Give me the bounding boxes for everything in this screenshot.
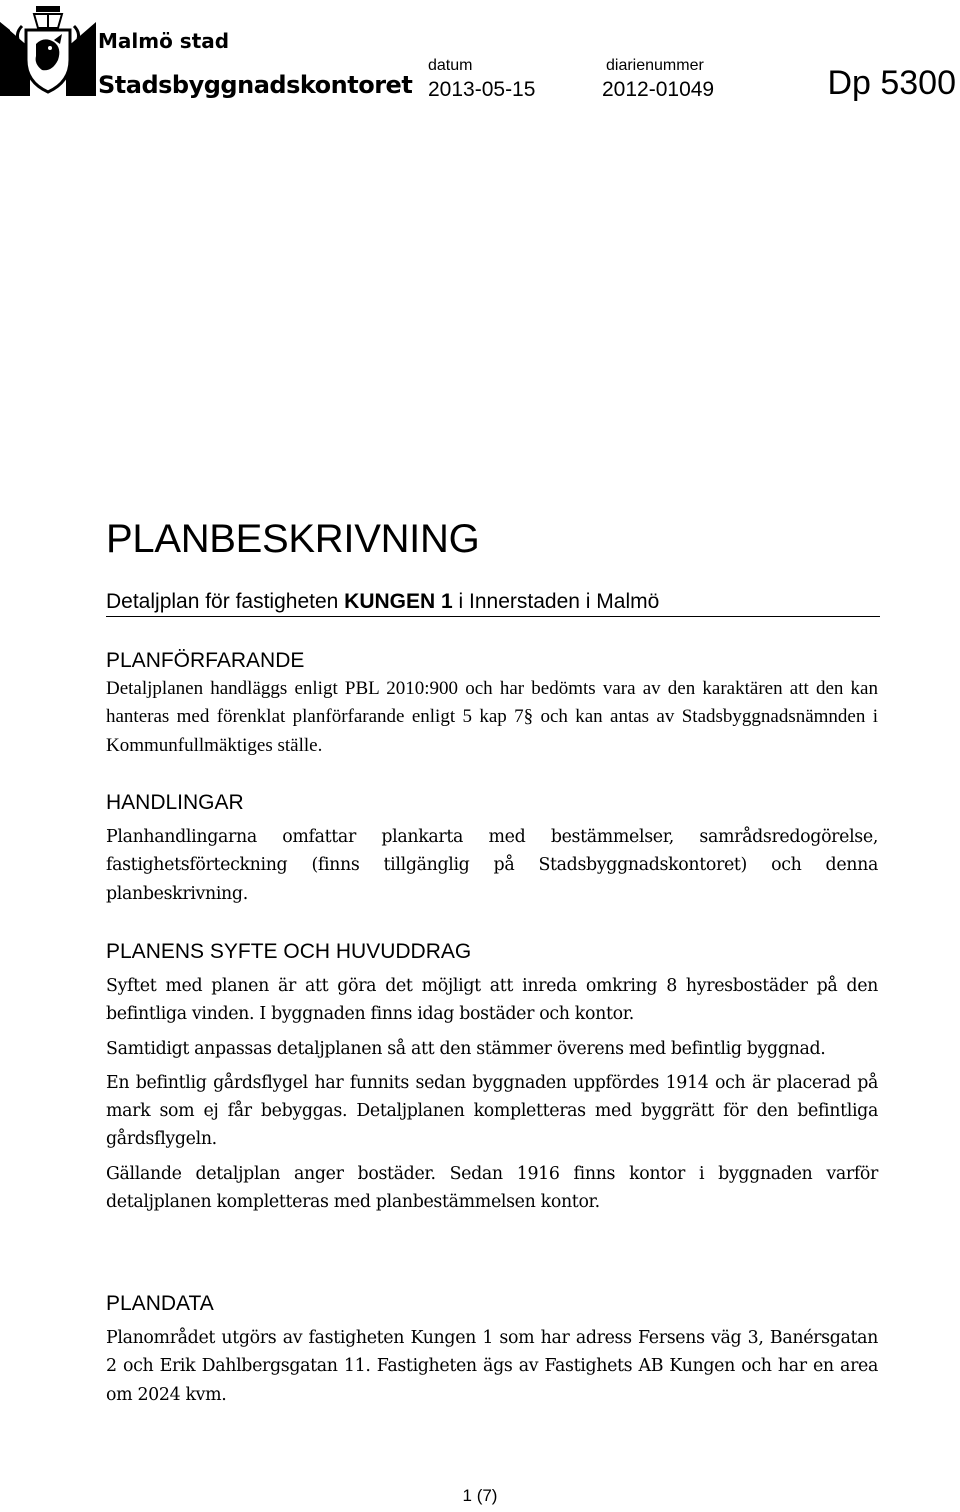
- section-paragraph: Planområdet utgörs av fastigheten Kungen 1 som har adress Fersens väg 3, Banérsgatan 2 och Erik Dahlbergsgatan 11. Fastigheten ägs av Fastighets AB Kungen och har en area om 2024 kvm.: [106, 1328, 878, 1405]
- section-paragraph: Syftet med planen är att göra det möjligt att inreda omkring 8 hyresbostäder på den befintliga vinden. I byggnaden finns idag bostäder och kontor.: [106, 976, 878, 1025]
- org-city-name: Malmö stad: [98, 29, 230, 53]
- registration-number-value: 2012-01049: [602, 78, 715, 101]
- section-handlingar: [106, 789, 878, 908]
- section-syfte: [106, 938, 878, 1216]
- registration-number-label: diarienummer: [606, 57, 704, 74]
- section-planforfarande: [106, 647, 878, 760]
- section-heading: PLANFÖRFARANDE: [106, 649, 305, 672]
- city-crest-logo: [0, 0, 96, 96]
- section-paragraph: Gällande detaljplan anger bostäder. Sedan 1916 finns kontor i byggnaden varför detaljplanen kompletteras med planbestämmelsen kontor.: [106, 1163, 878, 1213]
- section-paragraph: Detaljplanen handläggs enligt PBL 2010:900 och har bedömts vara av den karaktären att den kan hanteras med förenklat planförfarande enligt 5 kap 7§ och kan antas av Stadsbyggnadsnämnden i Kommunfullmäktiges ställe.: [106, 678, 878, 756]
- section-heading: PLANDATA: [106, 1292, 214, 1315]
- document-title: PLANBESKRIVNING: [106, 517, 480, 561]
- section-heading: PLANENS SYFTE OCH HUVUDDRAG: [106, 940, 472, 963]
- org-office-name: Stadsbyggnadskontoret: [98, 71, 413, 99]
- section-paragraph: Samtidigt anpassas detaljplanen så att den stämmer överens med befintlig byggnad.: [106, 1038, 826, 1059]
- subtitle-suffix: i Innerstaden i Malmö: [452, 590, 660, 613]
- subtitle-property-name: KUNGEN 1: [344, 590, 453, 613]
- subtitle-prefix: Detaljplan för fastigheten: [106, 590, 345, 613]
- section-plandata: [106, 1290, 878, 1409]
- crest-icon: [0, 0, 96, 96]
- document-subtitle: [106, 588, 880, 617]
- page-number: 1 (7): [462, 1486, 498, 1505]
- date-value: 2013-05-15: [428, 78, 536, 101]
- plan-number: Dp 5300: [827, 64, 956, 102]
- date-label: datum: [428, 57, 473, 74]
- section-paragraph: En befintlig gårdsflygel har funnits sedan byggnaden uppfördes 1914 och är placerad på mark som ej får bebyggas. Detaljplanen kompletteras med byggrätt för den befintliga gårdsflygeln.: [106, 1072, 878, 1150]
- section-heading: HANDLINGAR: [106, 791, 244, 814]
- section-paragraph: Planhandlingarna omfattar plankarta med bestämmelser, samrådsredogörelse, fastighetsförteckning (finns tillgänglig på Stadsbyggnadskontoret) och denna planbeskrivning.: [106, 827, 878, 904]
